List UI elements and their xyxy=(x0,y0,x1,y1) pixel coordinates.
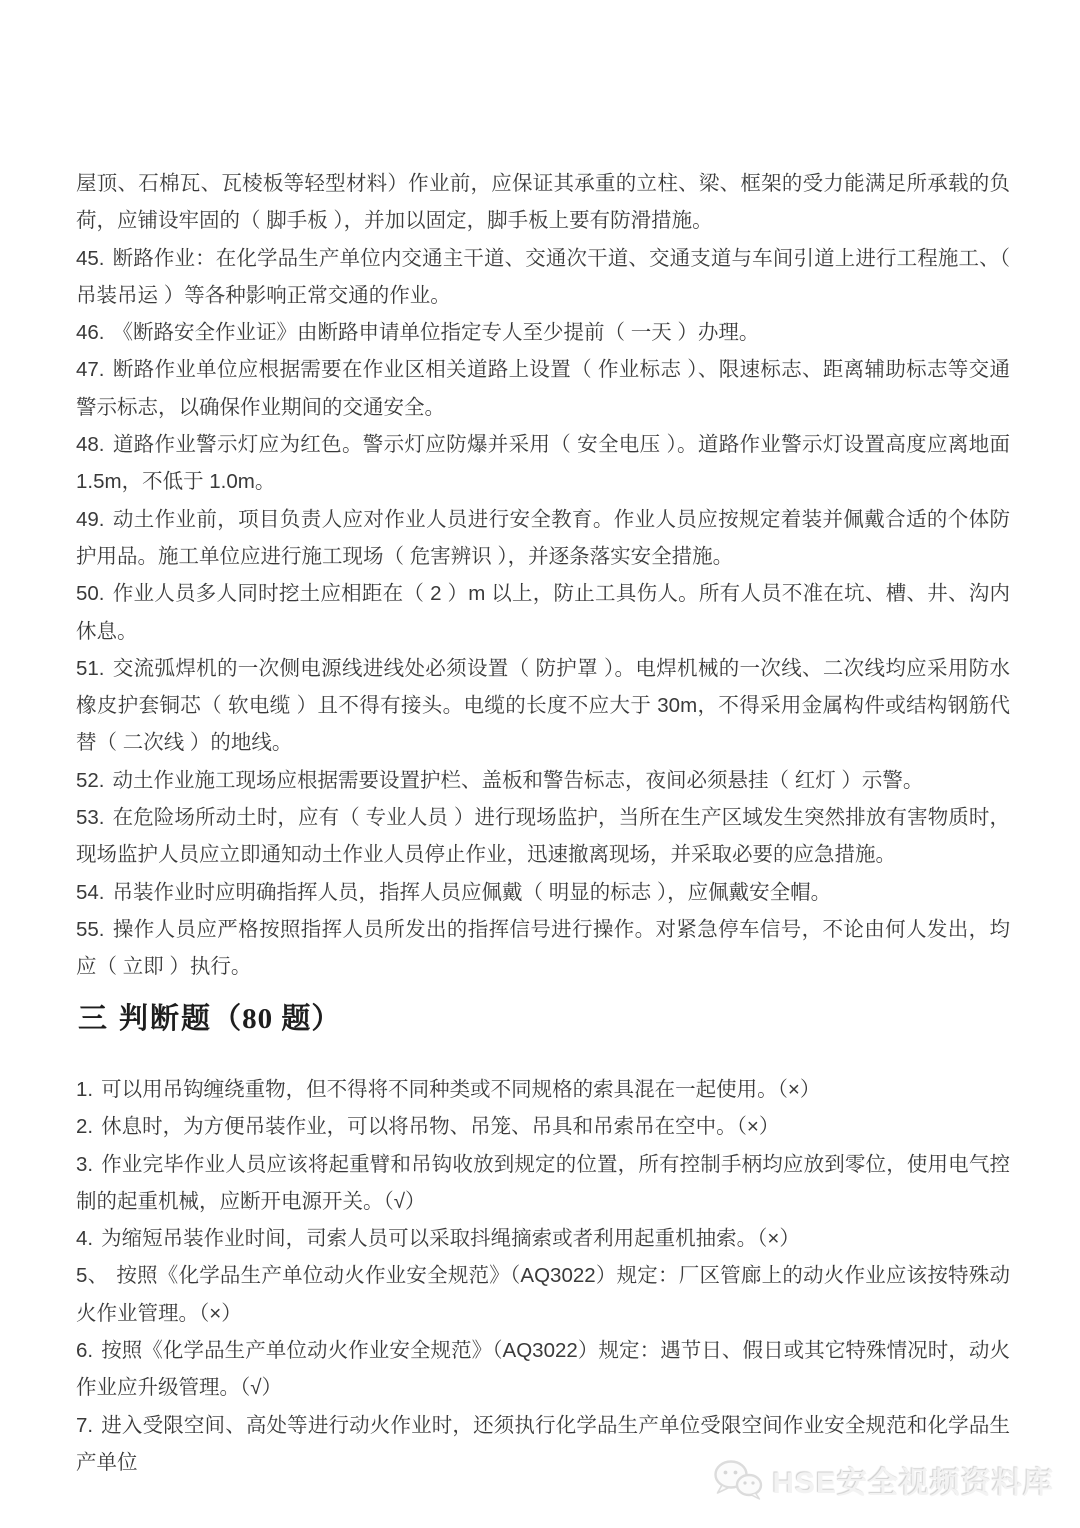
question-number: 52. xyxy=(76,768,105,792)
question-49 xyxy=(76,501,1010,576)
judgment-question-4 xyxy=(76,1220,1010,1257)
judgment-question-1 xyxy=(76,1071,1010,1108)
question-text: 休息时，为方便吊装作业，可以将吊物、吊笼、吊具和吊索吊在空中。（×） xyxy=(101,1115,780,1139)
judgment-question-3 xyxy=(76,1146,1010,1221)
question-text: 可以用吊钩缠绕重物，但不得将不同种类或不同规格的索具混在一起使用。（×） xyxy=(101,1078,821,1101)
question-text: 动土作业前，项目负责人应对作业人员进行安全教育。作业人员应按规定着装并佩戴合适的个体防护用品。施工单位应进行施工现场（ 危害辨识 ），并逐条落实安全措施。 xyxy=(76,507,1010,568)
question-55 xyxy=(76,911,1010,986)
question-number: 47. xyxy=(76,358,105,382)
question-number: 3. xyxy=(76,1152,94,1176)
judgment-questions-section xyxy=(76,1071,1010,1481)
question-text: 屋顶、石棉瓦、瓦棱板等轻型材料）作业前，应保证其承重的立柱、梁、框架的受力能满足所承载的负荷，应铺设牢固的（ 脚手板 ），并加以固定，脚手板上要有防滑措施。 xyxy=(76,172,1010,233)
question-text: 作业完毕作业人员应该将起重臂和吊钩收放到规定的位置，所有控制手柄均应放到零位，使用电气控制的起重机械，应断开电源开关。（√） xyxy=(76,1152,1010,1213)
question-number: 50. xyxy=(76,582,105,606)
judgment-question-2 xyxy=(76,1108,1010,1145)
question-number: 46. xyxy=(76,321,105,345)
question-number: 54. xyxy=(76,880,105,904)
question-54 xyxy=(76,874,1010,911)
question-number: 49. xyxy=(76,507,105,531)
question-45 xyxy=(76,240,1010,315)
question-number: 2. xyxy=(76,1115,94,1139)
question-52 xyxy=(76,762,1010,799)
question-47 xyxy=(76,351,1010,426)
question-48 xyxy=(76,426,1010,501)
watermark xyxy=(712,1458,1054,1502)
judgment-question-5 xyxy=(76,1257,1010,1332)
question-50 xyxy=(76,575,1010,650)
question-text: 为缩短吊装作业时间，司索人员可以采取抖绳摘索或者利用起重机抽索。（×） xyxy=(101,1227,800,1251)
question-text: 按照《化学品生产单位动火作业安全规范》（AQ3022）规定：遇节日、假日或其它特殊情况时，动火作业应升级管理。（√） xyxy=(76,1339,1010,1400)
question-text: 操作人员应严格按照指挥人员所发出的指挥信号进行操作。对紧急停车信号，不论由何人发出，均应（ 立即 ）执行。 xyxy=(76,917,1010,979)
fill-in-questions-section xyxy=(76,165,1010,986)
section-heading-judgment xyxy=(78,998,341,1040)
question-46 xyxy=(76,314,1010,351)
question-number: 51. xyxy=(76,656,105,680)
question-number: 55. xyxy=(76,917,105,941)
question-51 xyxy=(76,650,1010,762)
question-text: 断路作业单位应根据需要在作业区相关道路上设置（ 作业标志 ）、限速标志、距离辅助标志等交通警示标志，以确保作业期间的交通安全。 xyxy=(76,358,1010,419)
question-number: 6. xyxy=(76,1339,94,1363)
question-text: 断路作业：在化学品生产单位内交通主干道、交通次干道、交通支道与车间引道上进行工程施工、（ 吊装吊运 ）等各种影响正常交通的作业。 xyxy=(76,246,1010,307)
section-heading-title: 三 判断题 xyxy=(78,1003,213,1035)
question-number: 1. xyxy=(76,1078,94,1101)
question-text: 吊装作业时应明确指挥人员，指挥人员应佩戴（ 明显的标志 ），应佩戴安全帽。 xyxy=(112,880,832,904)
question-continuation xyxy=(76,165,1010,240)
question-text: 道路作业警示灯应为红色。警示灯应防爆并采用（ 安全电压 ）。道路作业警示灯设置高度应离地面 1.5m，不低于 1.0m。 xyxy=(76,433,1010,494)
question-text: 动土作业施工现场应根据需要设置护栏、盖板和警告标志，夜间必须悬挂（ 红灯 ）示警。 xyxy=(112,768,924,792)
question-number: 4. xyxy=(76,1227,94,1251)
question-text: 按照《化学品生产单位动火作业安全规范》（AQ3022）规定：厂区管廊上的动火作业应该按特殊动火作业管理。（×） xyxy=(76,1264,1010,1325)
section-heading-count: （80 题） xyxy=(212,1003,342,1035)
question-text: 交流弧焊机的一次侧电源线进线处必须设置（ 防护罩 ）。电焊机械的一次线、二次线均应采用防水橡皮护套铜芯（ 软电缆 ）且不得有接头。电缆的长度不应大于 30m，不得采用金属构件或结构钢筋代替（ 二次线 ）的地线。 xyxy=(76,656,1010,755)
watermark-label: HSE安全视频资料库 xyxy=(772,1467,1054,1500)
question-number: 48. xyxy=(76,433,105,457)
question-number: 5、 xyxy=(76,1264,109,1288)
question-number: 45. xyxy=(76,246,105,270)
question-number: 7. xyxy=(76,1413,94,1437)
question-number: 53. xyxy=(76,806,105,830)
question-text: 进入受限空间、高处等进行动火作业时，还须执行化学品生产单位受限空间作业安全规范和化学品生产单位 xyxy=(76,1413,1010,1474)
question-text: 《断路安全作业证》由断路申请单位指定专人至少提前（ 一天 ）办理。 xyxy=(112,321,760,345)
question-53 xyxy=(76,799,1010,874)
wechat-icon xyxy=(712,1458,764,1502)
judgment-question-6 xyxy=(76,1332,1010,1407)
question-text: 在危险场所动土时，应有（ 专业人员 ）进行现场监护，当所在生产区域发生突然排放有害物质时，现场监护人员应立即通知动土作业人员停止作业，迅速撤离现场，并采取必要的应急措施。 xyxy=(76,806,1010,867)
question-text: 作业人员多人同时挖土应相距在（ 2 ）m 以上，防止工具伤人。所有人员不准在坑、槽、井、沟内休息。 xyxy=(76,582,1010,643)
